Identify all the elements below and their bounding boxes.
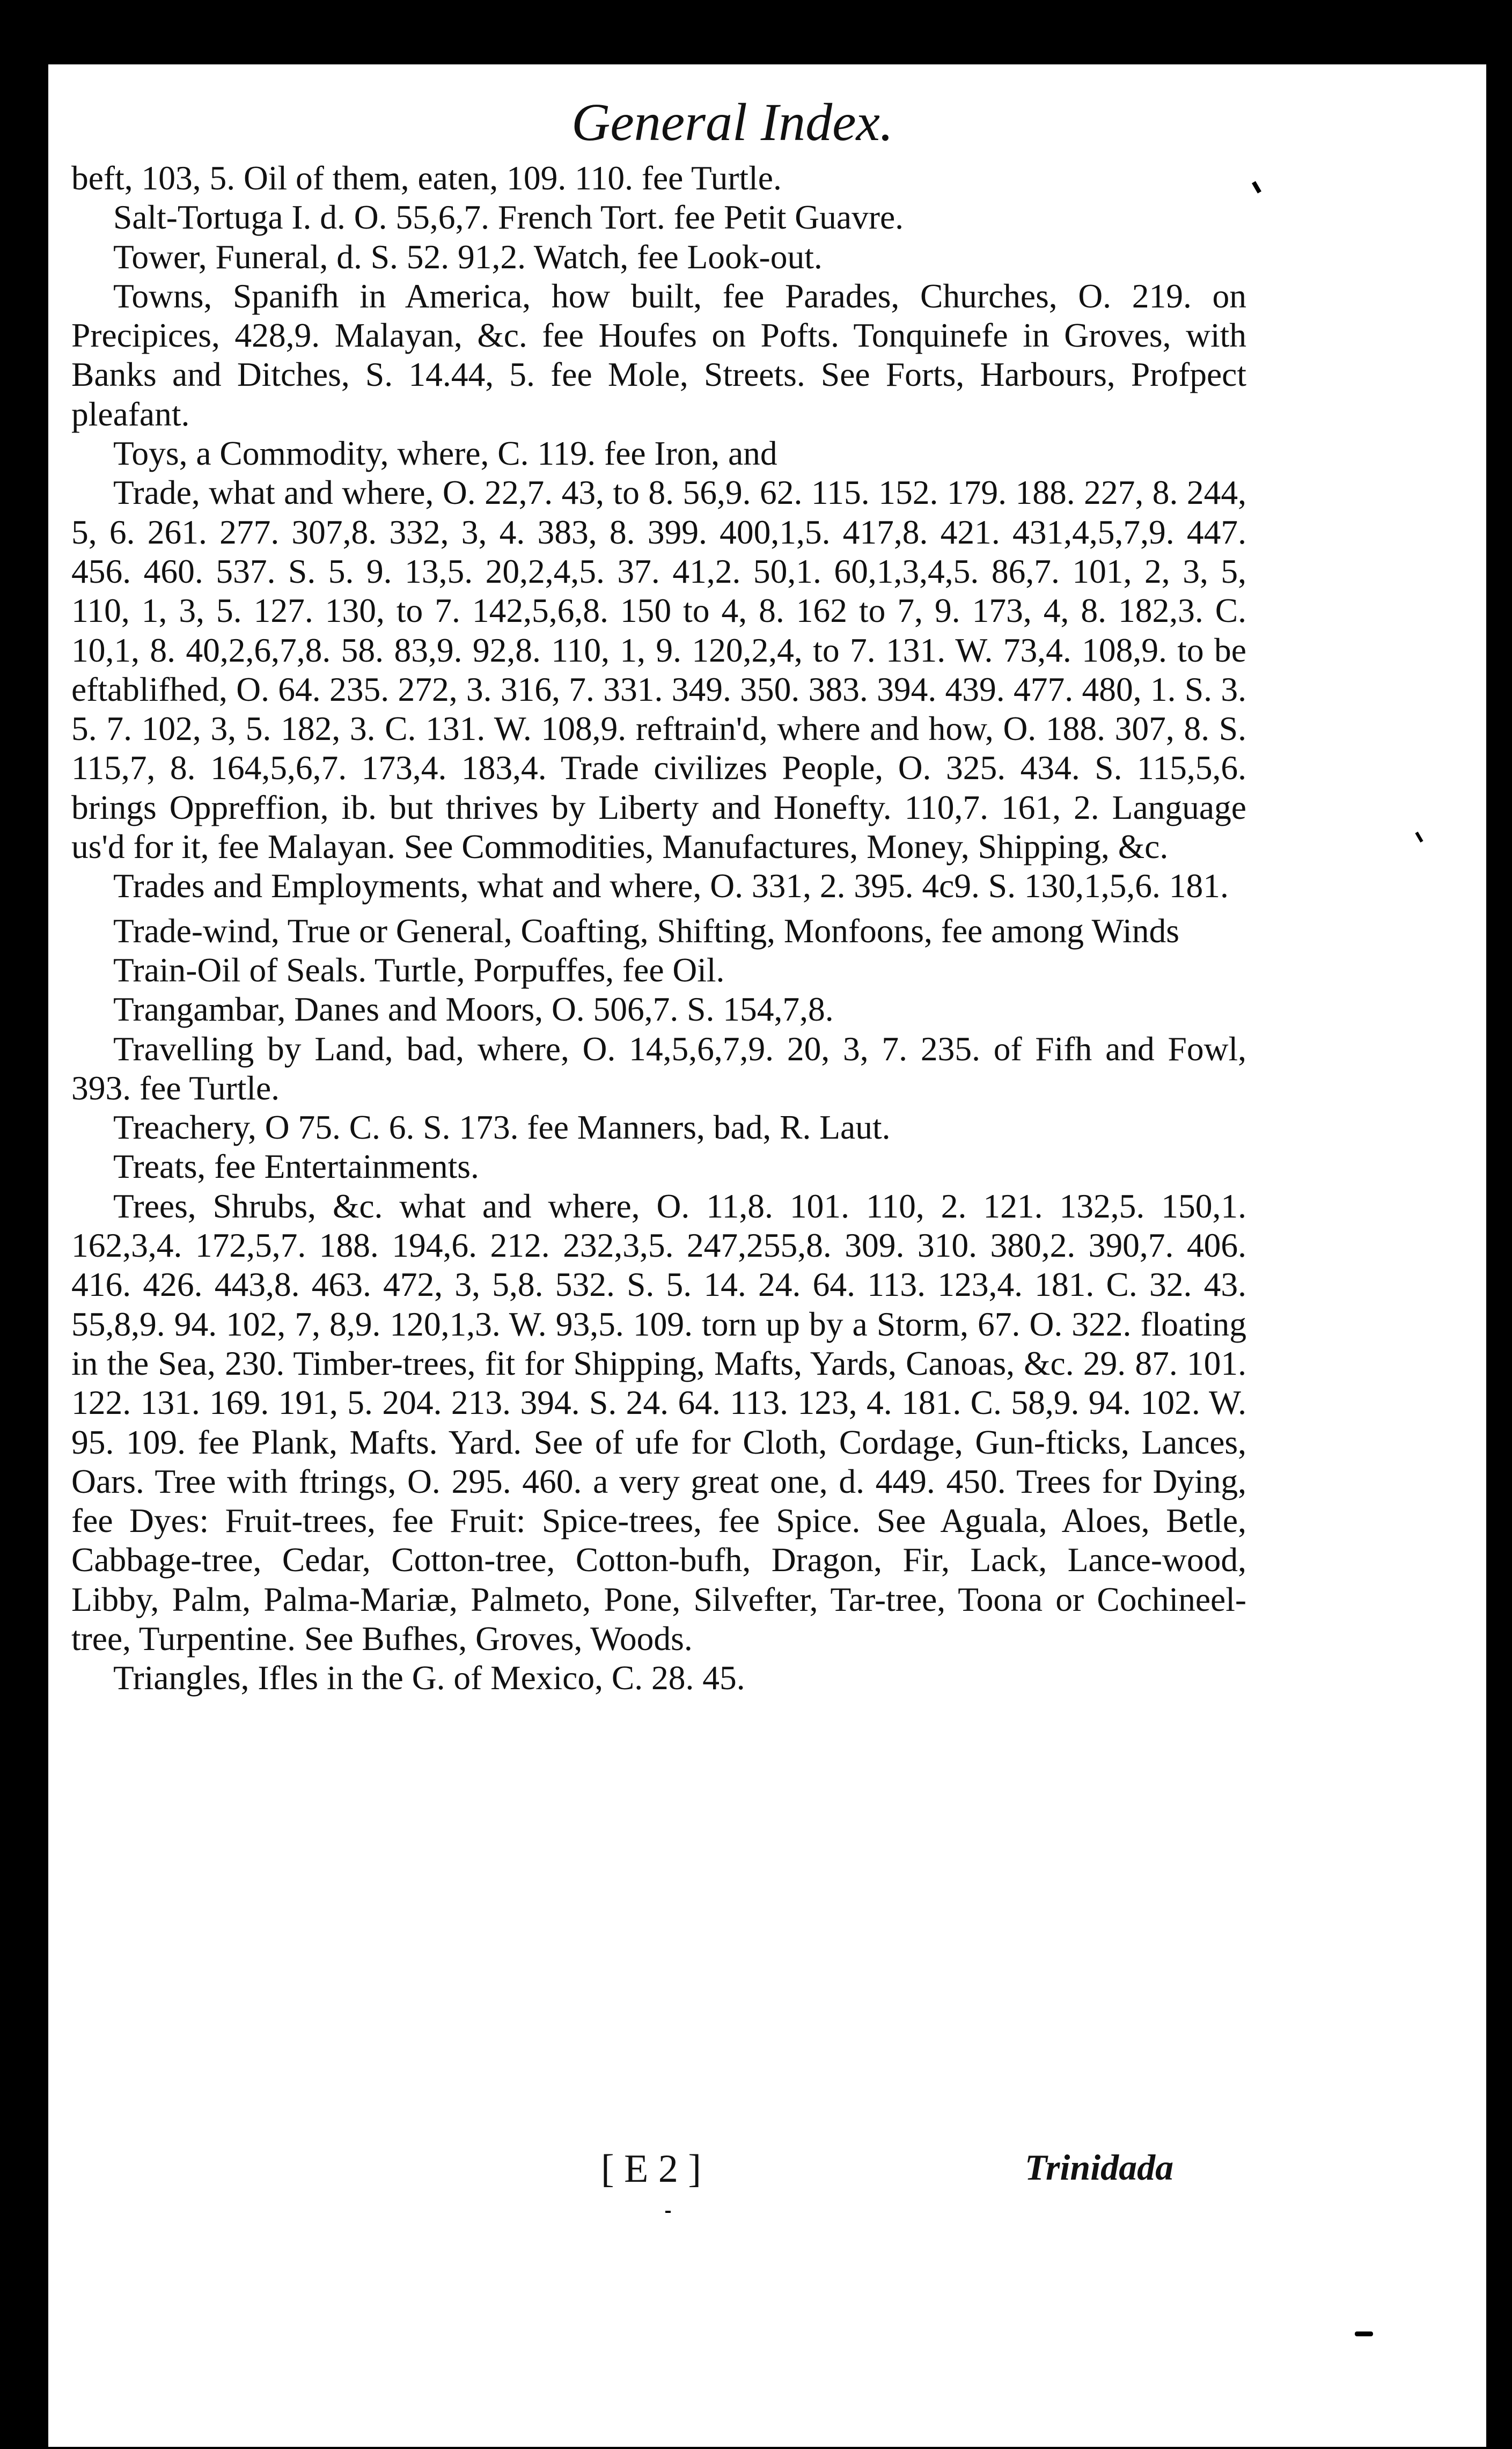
index-entry: Towns, Spanifh in America, how built, fee Parades, Churches, O. 219. on Precipices, 428,9. Malayan, &c. fee Houfes on Pofts. Tonquinefe in Groves, with Banks and Ditches, S. 14.44, 5. fee Mole, Streets. See Forts, Harbours, Profpect pleafant. — [71, 276, 1246, 433]
index-entry: Trees, Shrubs, &c. what and where, O. 11,8. 101. 110, 2. 121. 132,5. 150,1. 162,3,4. 172,5,7. 188. 194,6. 212. 232,3,5. 247,255,8. 309. 310. 380,2. 390,7. 406. 416. 426. 443,8. 463. 472, 3, 5,8. 532. S. 5. 14. 24. 64. 113. 123,4. 181. C. 32. 43. 55,8,9. 94. 102, 7, 8,9. 120,1,3. W. 93,5. 109. torn up by a Storm, 67. O. 322. floating in the Sea, 230. Timber-trees, fit for Shipping, Mafts, Yards, Canoas, &c. 29. 87. 101. 122. 131. 169. 191, 5. 204. 213. 394. S. 24. 64. 113. 123, 4. 181. C. 58,9. 94. 102. W. 95. 109. fee Plank, Mafts. Yard. See of ufe for Cloth, Cordage, Gun-fticks, Lances, Oars. Tree with ftrings, O. 295. 460. a very great one, d. 449. 450. Trees for Dying, fee Dyes: Fruit-trees, fee Fruit: Spice-trees, fee Spice. See Aguala, Aloes, Betle, Cabbage-tree, Cedar, Cotton-tree, Cotton-bufh, Dragon, Fir, Lack, Lance-wood, Libby, Palm, Palma-Mariæ, Palmeto, Pone, Silvefter, Tar-tree, Toona or Cochineel-tree, Turpentine. See Bufhes, Groves, Woods. — [71, 1186, 1246, 1658]
index-entry: Train-Oil of Seals. Turtle, Porpuffes, fee Oil. — [113, 950, 725, 989]
index-entry: Triangles, Ifles in the G. of Mexico, C. 28. 45. — [113, 1659, 745, 1697]
margin-speck — [1355, 2331, 1373, 2336]
index-entry: Tower, Funeral, d. S. 52. 91,2. Watch, fee Look-out. — [113, 237, 823, 276]
catchword: Trinidada — [1025, 2147, 1174, 2188]
index-entry: Trade-wind, True or General, Coafting, Shifting, Monfoons, fee among Winds — [113, 911, 1179, 950]
index-entry: Treachery, O 75. C. 6. S. 173. fee Manners, bad, R. Laut. — [113, 1108, 891, 1147]
index-entry: beft, 103, 5. Oil of them, eaten, 109. 110. fee Turtle. — [71, 159, 782, 197]
index-entry: Trades and Employments, what and where, O. 331, 2. 395. 4c9. S. 130,1,5,6. 181. — [113, 867, 1229, 905]
index-entry: Toys, a Commodity, where, C. 119. fee Iron, and — [113, 434, 777, 473]
margin-speck — [665, 2211, 671, 2213]
index-entries — [71, 158, 1246, 1698]
index-entry: Salt-Tortuga I. d. O. 55,6,7. French Tort. fee Petit Guavre. — [113, 198, 904, 237]
index-entry: Trade, what and where, O. 22,7. 43, to 8. 56,9. 62. 115. 152. 179. 188. 227, 8. 244, 5, 6. 261. 277. 307,8. 332, 3, 4. 383, 8. 399. 400,1,5. 417,8. 421. 431,4,5,7,9. 447. 456. 460. 537. S. 5. 9. 13,5. 20,2,4,5. 37. 41,2. 50,1. 60,1,3,4,5. 86,7. 101, 2, 3, 5, 110, 1, 3, 5. 127. 130, to 7. 142,5,6,8. 150 to 4, 8. 162 to 7, 9. 173, 4, 8. 182,3. C. 10,1, 8. 40,2,6,7,8. 58. 83,9. 92,8. 110, 1, 9. 120,2,4, to 7. 131. W. 73,4. 108,9. to be eftablifhed, O. 64. 235. 272, 3. 316, 7. 331. 349. 350. 383. 394. 439. 477. 480, 1. S. 3. 5. 7. 102, 3, 5. 182, 3. C. 131. W. 108,9. reftrain'd, where and how, O. 188. 307, 8. S. 115,7, 8. 164,5,6,7. 173,4. 183,4. Trade civilizes People, O. 325. 434. S. 115,5,6. brings Oppreffion, ib. but thrives by Liberty and Honefty. 110,7. 161, 2. Language us'd for it, fee Malayan. See Commodities, Manufactures, Money, Shipping, &c. — [71, 473, 1246, 866]
index-entry: Treats, fee Entertainments. — [113, 1147, 479, 1186]
margin-speck — [1415, 832, 1423, 842]
page-title: General Index. — [571, 92, 893, 152]
margin-speck — [1252, 181, 1261, 193]
index-entry: Trangambar, Danes and Moors, O. 506,7. S. 154,7,8. — [113, 990, 834, 1029]
signature-mark: [ E 2 ] — [601, 2147, 701, 2191]
index-page — [48, 64, 1486, 2447]
index-entry: Travelling by Land, bad, where, O. 14,5,6,7,9. 20, 3, 7. 235. of Fifh and Fowl, 393. fee Turtle. — [71, 1029, 1246, 1107]
